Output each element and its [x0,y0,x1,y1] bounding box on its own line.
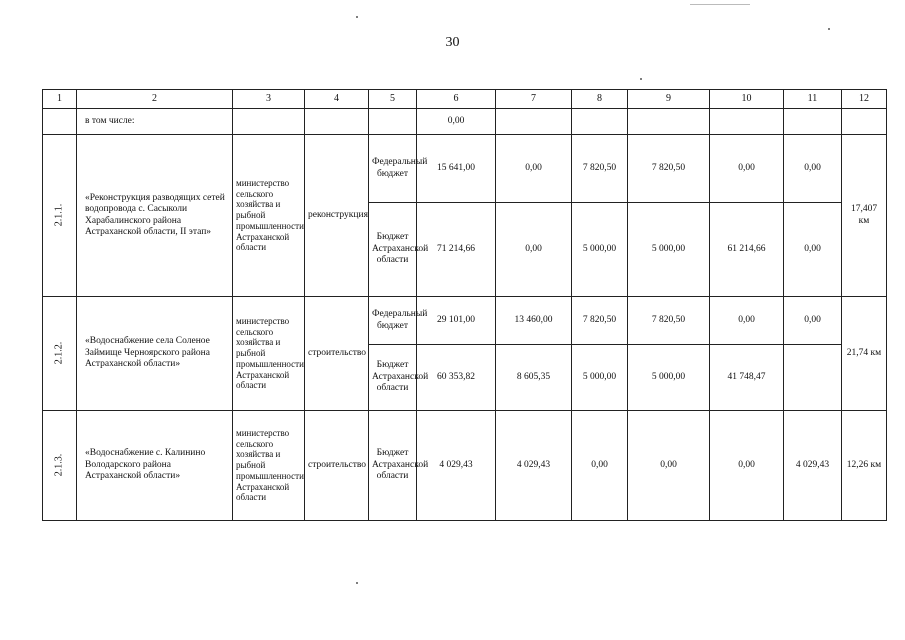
value-10: 0,00 [710,411,784,521]
row-code: 2.1.1. [43,135,77,297]
value-8: 7 820,50 [572,135,628,203]
table-row [43,411,887,521]
value-9: 7 820,50 [628,297,710,345]
ministry: министерство сельского хозяйства и рыбной промышленности Астраханской области [233,297,305,411]
scan-speck [356,16,358,18]
value-6: 71 214,66 [417,203,496,297]
subtotal-row [43,109,887,135]
value-7: 13 460,00 [496,297,572,345]
value-8: 7 820,50 [572,297,628,345]
column-header: 6 [417,90,496,109]
value-10: 61 214,66 [710,203,784,297]
column-header-row [43,90,887,109]
value-6: 4 029,43 [417,411,496,521]
scan-speck [828,28,830,30]
length: 12,26 км [842,411,887,521]
value-11: 0,00 [784,297,842,345]
column-header: 4 [305,90,369,109]
object-name: «Водоснабжение с. Калинино Володарского района Астраханской области» [77,411,233,521]
value-6: 29 101,00 [417,297,496,345]
value-10: 0,00 [710,297,784,345]
value-9: 5 000,00 [628,345,710,411]
value-6: 60 353,82 [417,345,496,411]
value-11: 0,00 [784,203,842,297]
value-11: 0,00 [784,135,842,203]
value-9: 7 820,50 [628,135,710,203]
scan-speck [640,78,642,80]
budget-source: Бюджет Астраханской области [369,411,417,521]
value-6: 15 641,00 [417,135,496,203]
object-name: «Водоснабжение села Соленое Займище Черноярского района Астраханской области» [77,297,233,411]
value-8: 0,00 [572,411,628,521]
object-name: «Реконструкция разводящих сетей водопровода с. Сасыколи Харабалинского района Астраханской области, II этап» [77,135,233,297]
value-10: 41 748,47 [710,345,784,411]
column-header: 5 [369,90,417,109]
value-10: 0,00 [710,135,784,203]
value-9: 0,00 [628,411,710,521]
value-8: 5 000,00 [572,345,628,411]
length: 17,407 км [842,135,887,297]
scan-speck [690,4,750,5]
ministry: министерство сельского хозяйства и рыбной промышленности Астраханской области [233,135,305,297]
budget-source: Бюджет Астраханской области [369,345,417,411]
value-8: 5 000,00 [572,203,628,297]
budget-source: Федеральный бюджет [369,135,417,203]
table-row [43,297,887,345]
value-7: 0,00 [496,135,572,203]
column-header: 9 [628,90,710,109]
scan-speck [356,582,358,584]
value-7: 8 605,35 [496,345,572,411]
row-code: 2.1.3. [43,411,77,521]
work-type: строительство [305,297,369,411]
subtotal-value: 0,00 [417,109,496,135]
column-header: 11 [784,90,842,109]
work-type: реконструкция [305,135,369,297]
value-11 [784,345,842,411]
budget-table [42,89,887,521]
length: 21,74 км [842,297,887,411]
value-11: 4 029,43 [784,411,842,521]
column-header: 2 [77,90,233,109]
value-7: 0,00 [496,203,572,297]
work-type: строительство [305,411,369,521]
column-header: 7 [496,90,572,109]
column-header: 3 [233,90,305,109]
page-number: 30 [445,35,460,50]
column-header: 10 [710,90,784,109]
row-code: 2.1.2. [43,297,77,411]
value-9: 5 000,00 [628,203,710,297]
column-header: 1 [43,90,77,109]
column-header: 12 [842,90,887,109]
column-header: 8 [572,90,628,109]
budget-source: Федеральный бюджет [369,297,417,345]
subtotal-label: в том числе: [77,109,233,135]
table-row [43,135,887,203]
ministry: министерство сельского хозяйства и рыбной промышленности Астраханской области [233,411,305,521]
budget-source: Бюджет Астраханской области [369,203,417,297]
value-7: 4 029,43 [496,411,572,521]
